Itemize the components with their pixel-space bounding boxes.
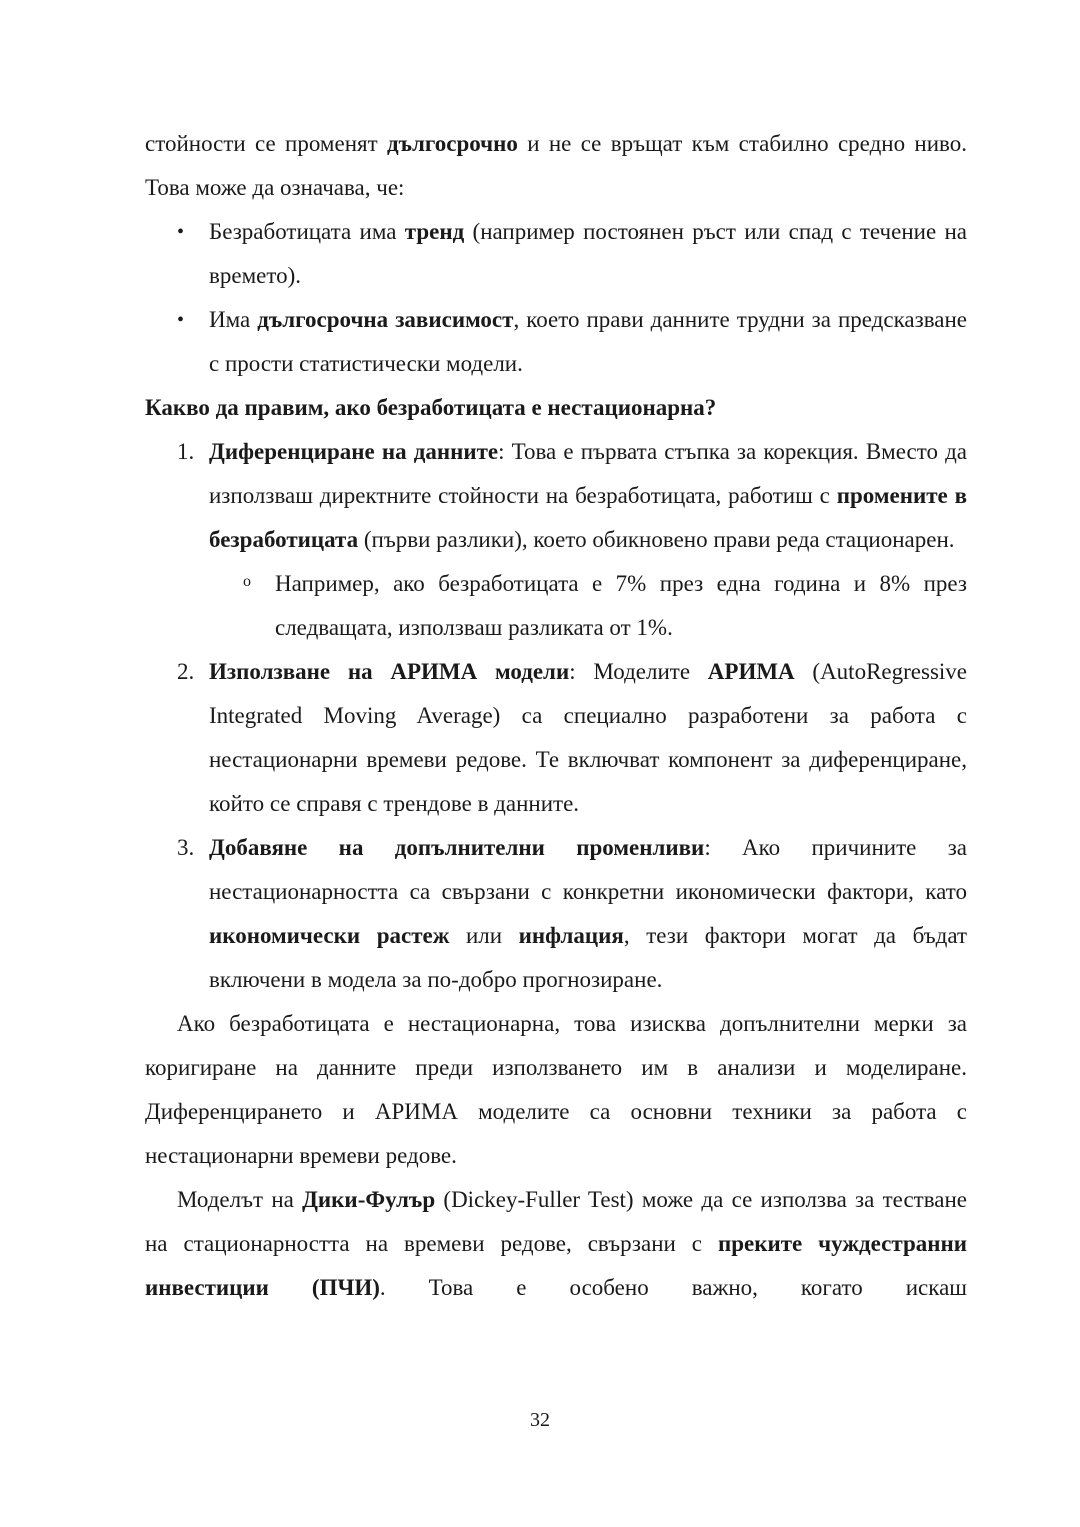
list-number: 2.: [177, 659, 195, 684]
list-number: 1.: [177, 439, 195, 464]
document-page: [145, 122, 967, 1310]
numbered-list: [145, 430, 967, 1002]
bullet-list: [145, 210, 967, 386]
list-item-2: 2. Използване на АРИМА модели: Моделите АРИМА (AutoRegressive Integrated Moving Average) са специално разработени за работа с нестационарни времеви редове. Те включват компонент за диференциране, който се справя с трендове в данните.: [209, 650, 967, 826]
section-heading: Какво да правим, ако безработицата е нестационарна?: [145, 395, 717, 420]
sub-list: [209, 562, 967, 650]
paragraph-summary: Ако безработицата е нестационарна, това изисква допълнителни мерки за коригиране на данните преди използването им в анализи и моделиране. Диференцирането и АРИМА моделите са основни техники за работа с нестационарни времеви редове.: [145, 1011, 967, 1168]
bullet-item: • Има дългосрочна зависимост, което прави данните трудни за предсказване с прости статистически модели.: [209, 298, 967, 386]
list-item-1: 1. Диференциране на данните: Това е първата стъпка за корекция. Вместо да използваш директните стойности на безработицата, работиш с промените в безработицата (първи разлики), което обикновено прави реда стационарен. o Например, ако безработицата е 7% през една година и 8% през следващата, използваш разликата от 1%.: [209, 430, 967, 650]
paragraph-intro: стойности се променят дългосрочно и не се връщат към стабилно средно ниво. Това може да означава, че:: [145, 131, 967, 200]
list-item-3: 3. Добавяне на допълнителни променливи: Ако причините за нестационарността са свързани с конкретни икономически фактори, като икономически растеж или инфлация, тези фактори могат да бъдат включени в модела за по-добро прогнозиране.: [209, 826, 967, 1002]
page-number: 32: [530, 1409, 550, 1431]
bullet-item: • Безработицата има тренд (например постоянен ръст или спад с течение на времето).: [209, 210, 967, 298]
sub-list-item: o Например, ако безработицата е 7% през една година и 8% през следващата, използваш разликата от 1%.: [275, 562, 967, 650]
list-number: 3.: [177, 835, 195, 860]
paragraph-dickey-fuller: Моделът на Дики-Фулър (Dickey-Fuller Test) може да се използва за тестване на стационарността на времеви редове, свързани с преките чуждестранни инвестиции (ПЧИ). Това е особено важно, когато искаш: [145, 1187, 967, 1300]
